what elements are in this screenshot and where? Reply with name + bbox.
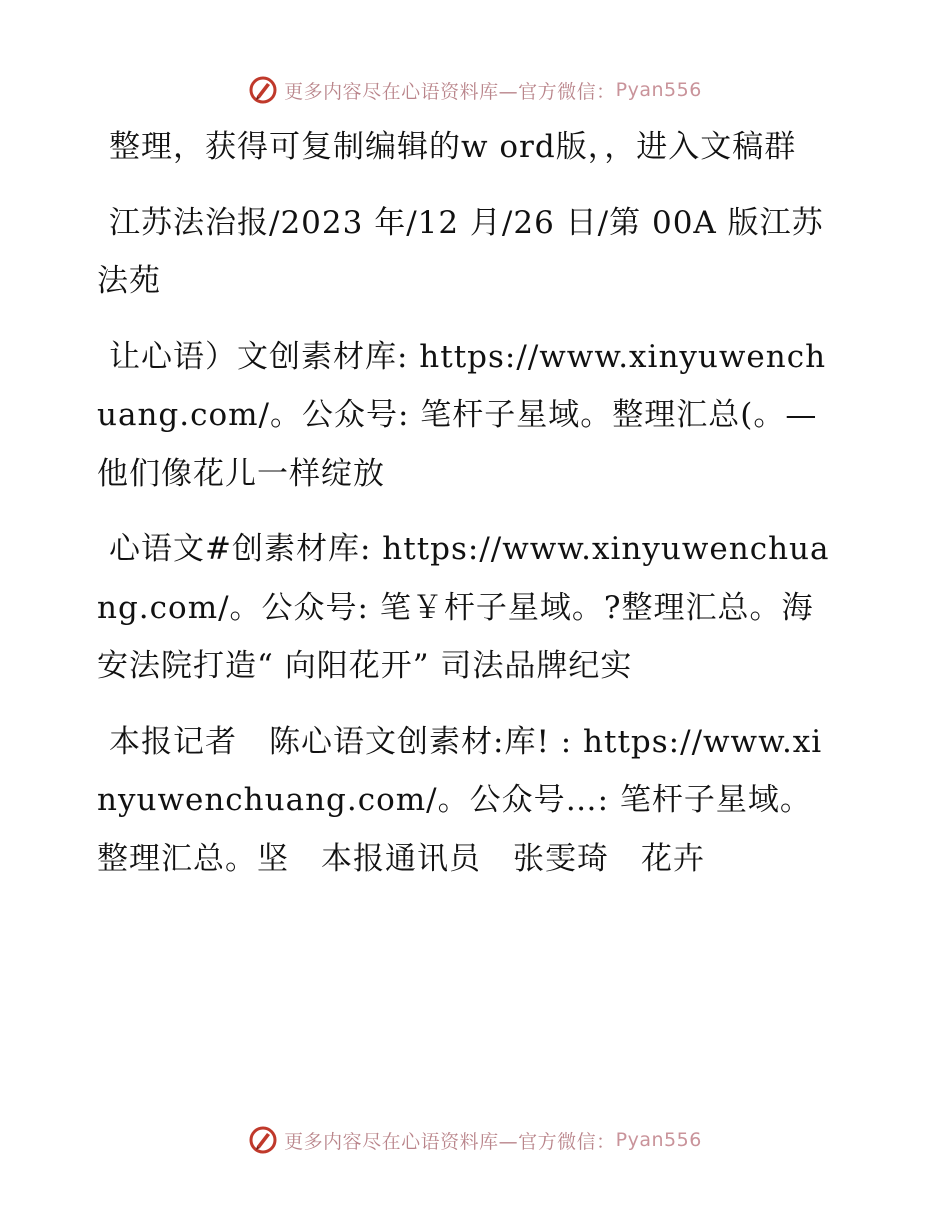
banner-text: 更多内容尽在心语资料库—官方微信： (284, 1130, 616, 1153)
pen-in-circle-icon (248, 75, 278, 105)
banner-wechat-id: Pyan556 (615, 79, 702, 101)
footer-banner (0, 1120, 950, 1160)
banner-text: 更多内容尽在心语资料库—官方微信： (284, 80, 616, 103)
banner-wechat-id: Pyan556 (615, 1129, 702, 1151)
paragraph-5: 本报记者 陈心语文创素材:库! : https://www.xinyuwenchuang.com/。公众号…: 笔杆子星域。整理汇总。坚 本报通讯员 张雯琦 花卉 (97, 723, 823, 877)
header-banner (0, 70, 950, 110)
document-body (97, 118, 832, 905)
paragraph-3: 让心语）文创素材库: https://www.xinyuwenchuang.com/。公众号: 笔杆子星域。整理汇总(。—他们像花儿一样绽放 (97, 338, 827, 492)
paragraph-1: 整理，获得可复制编辑的w ord版，，进入文稿群 (109, 129, 797, 165)
pen-in-circle-icon (248, 1125, 278, 1155)
paragraph-4: 心语文#创素材库: https://www.xinyuwenchuang.com/。公众号: 笔￥杆子星域。?整理汇总。海安法院打造“ 向阳花开” 司法品牌纪实 (97, 531, 830, 684)
paragraph-2: 江苏法治报/2023 年/12 月/26 日/第 00A 版江苏法苑 (97, 204, 824, 299)
